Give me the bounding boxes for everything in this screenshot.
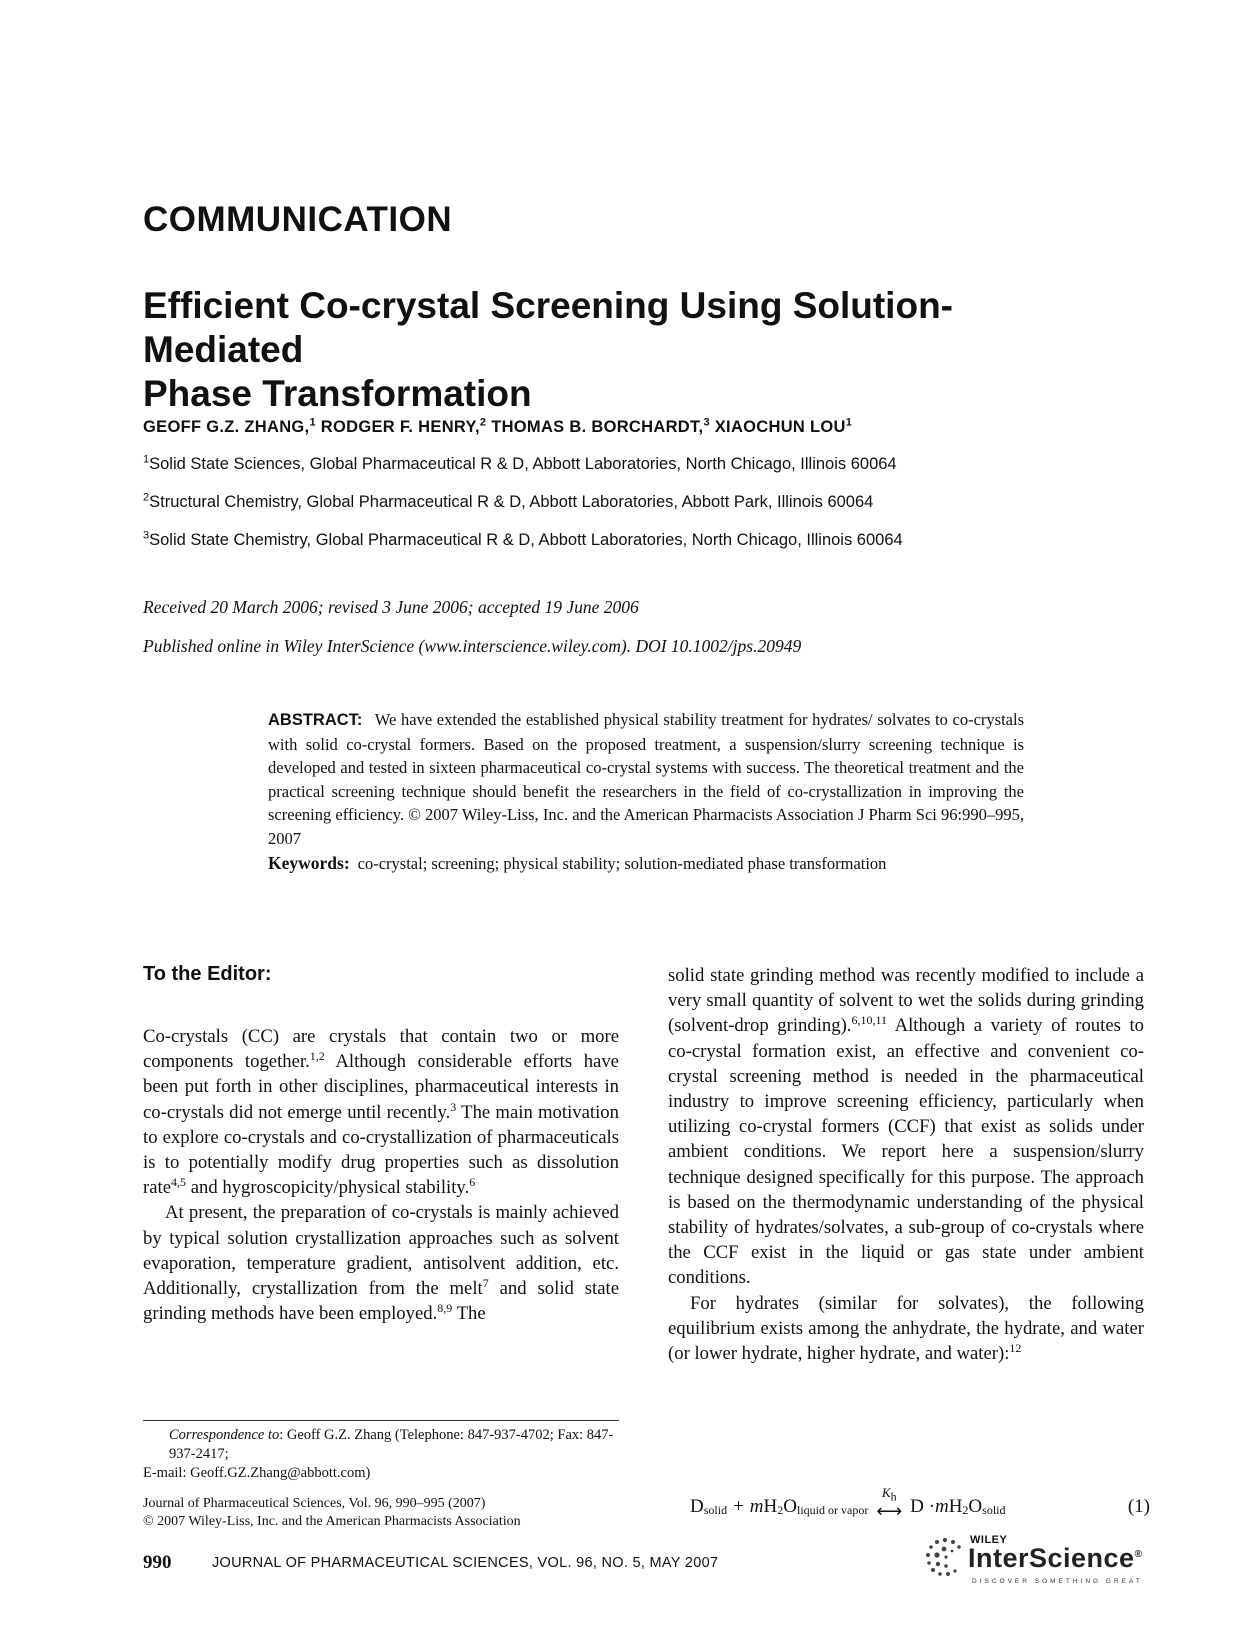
interscience-wordmark: InterScience® <box>968 1543 1143 1573</box>
journal-citation: Journal of Pharmaceutical Sciences, Vol. 96, 990–995 (2007) © 2007 Wiley-Liss, Inc. and the American Pharmacists Association <box>143 1496 521 1529</box>
equation-number: (1) <box>1127 1495 1150 1517</box>
body-column-right <box>668 963 1144 1366</box>
equation-1: D solid + m H 2 O liquid or vapor $K_h$ ⟷ D · m H 2 O solid (1) <box>690 1485 1150 1521</box>
abstract <box>268 708 1024 876</box>
affiliation-1: $^1$Solid State Sciences, Global Pharmaceutical R & D, Abbott Laboratories, North Chicago, Illinois 60064 <box>143 453 897 473</box>
section-label: COMMUNICATION <box>143 200 453 239</box>
affiliation-3: $^3$Solid State Chemistry, Global Pharmaceutical R & D, Abbott Laboratories, North Chicago, Illinois 60064 <box>143 529 903 549</box>
abstract-label: ABSTRACT: <box>268 711 363 729</box>
dotted-globe-icon <box>924 1536 966 1578</box>
wiley-interscience-logo <box>924 1532 1154 1590</box>
equilibrium-arrow: $K_h$ ⟷ <box>876 1485 903 1521</box>
abstract-text: ABSTRACT: We have extended the established physical stability treatment for hydrates/ solvates to co-crystals with solid co-crystal formers. Based on the proposed treatment, a suspension/slurry screening technique is developed and tested in sixteen pharmaceutical co-crystal systems with success. The theoretical treatment and the practical screening technique should benefit the researchers in the field of co-crystallization in improving the screening efficiency. © 2007 Wiley-Liss, Inc. and the American Pharmacists Association J Pharm Sci 96:990–995, 2007 <box>268 710 1025 848</box>
salutation-heading: To the Editor: <box>143 963 272 985</box>
author: GEOFF G.Z. ZHANG,$^1$ <box>143 416 316 436</box>
paragraph: Co-crystals (CC) are crystals that contain two or more components together.$^{1,2}$ Although considerable efforts have been put forth in other disciplines, pharmaceutical interests in co-crystals did not emerge until recently.$^3$ The main motivation to explore co-crystals and co-crystallization of pharmaceuticals is to potentially modify drug properties such as dissolution rate$^{4,5}$ and hygroscopicity/physical stability.$^6$ <box>143 1026 619 1199</box>
correspondence-footnote: Correspondence to: Geoff G.Z. Zhang (Telephone: 847-937-4702; Fax: 847-937-2417; E-mail: Geoff.GZ.Zhang@abbott.com) <box>143 1426 619 1483</box>
author: THOMAS B. BORCHARDT,$^3$ <box>491 416 710 436</box>
paragraph: At present, the preparation of co-crystals is mainly achieved by typical solution crystallization approaches such as solvent evaporation, temperature gradient, antisolvent addition, etc. Additionally, crystallization from the melt$^7$ and solid state grinding methods have been employed.$^{8,9}$ The <box>143 1202 619 1325</box>
author: RODGER F. HENRY,$^2$ <box>320 416 487 436</box>
author-list <box>143 418 852 437</box>
email-line: E-mail: Geoff.GZ.Zhang@abbott.com) <box>143 1465 371 1481</box>
publication-info: Published online in Wiley InterScience (www.interscience.wiley.com). DOI 10.1002/jps.20949 <box>143 636 802 656</box>
page-number: 990 <box>143 1552 172 1573</box>
paragraph: solid state grinding method was recently modified to include a very small quantity of solvent to wet the solids during grinding (solvent-drop grinding).$^{6,10,11}$ Although a variety of routes to co-crystal formation exist, an effective and convenient co-crystal screening method is needed in the pharmaceutical industry to improve screening efficiency, particularly when utilizing co-crystal formers (CCF) that exist as solids under ambient conditions. We report here a suspension/slurry technique designed specifically for this purpose. The approach is based on the thermodynamic understanding of the physical stability of hydrates/solvates, a sub-group of co-crystals where the CCF exist in the liquid or gas state under ambient conditions. <box>668 965 1144 1289</box>
article-dates: Received 20 March 2006; revised 3 June 2006; accepted 19 June 2006 <box>143 597 639 617</box>
author: XIAOCHUN LOU$^1$ <box>714 416 853 436</box>
paragraph: For hydrates (similar for solvates), the following equilibrium exists among the anhydrate, the hydrate, and water (or lower hydrate, higher hydrate, and water):$^{12}$ <box>668 1292 1144 1365</box>
title-line-2: Phase Transformation <box>143 373 532 414</box>
body-column-left <box>143 1024 619 1326</box>
logo-tagline: DISCOVER SOMETHING GREAT <box>972 1578 1143 1585</box>
footnote-divider <box>143 1420 619 1421</box>
keywords: Keywords: co-crystal; screening; physical stability; solution-mediated phase transformation <box>268 853 887 873</box>
article-title <box>143 284 1103 416</box>
wiley-wordmark: WILEY <box>970 1534 1008 1546</box>
affiliation-2: $^2$Structural Chemistry, Global Pharmaceutical R & D, Abbott Laboratories, Abbott Park, Illinois 60064 <box>143 491 874 511</box>
running-footer: JOURNAL OF PHARMACEUTICAL SCIENCES, VOL. 96, NO. 5, MAY 2007 <box>212 1555 719 1571</box>
keywords-label: Keywords: <box>268 853 350 873</box>
abstract-copyright: © 2007 Wiley-Liss, Inc. and the American Pharmacists Association J Pharm Sci 96:990–995, 2007 <box>268 805 1025 848</box>
title-line-1: Efficient Co-crystal Screening Using Solution-Mediated <box>143 285 953 370</box>
